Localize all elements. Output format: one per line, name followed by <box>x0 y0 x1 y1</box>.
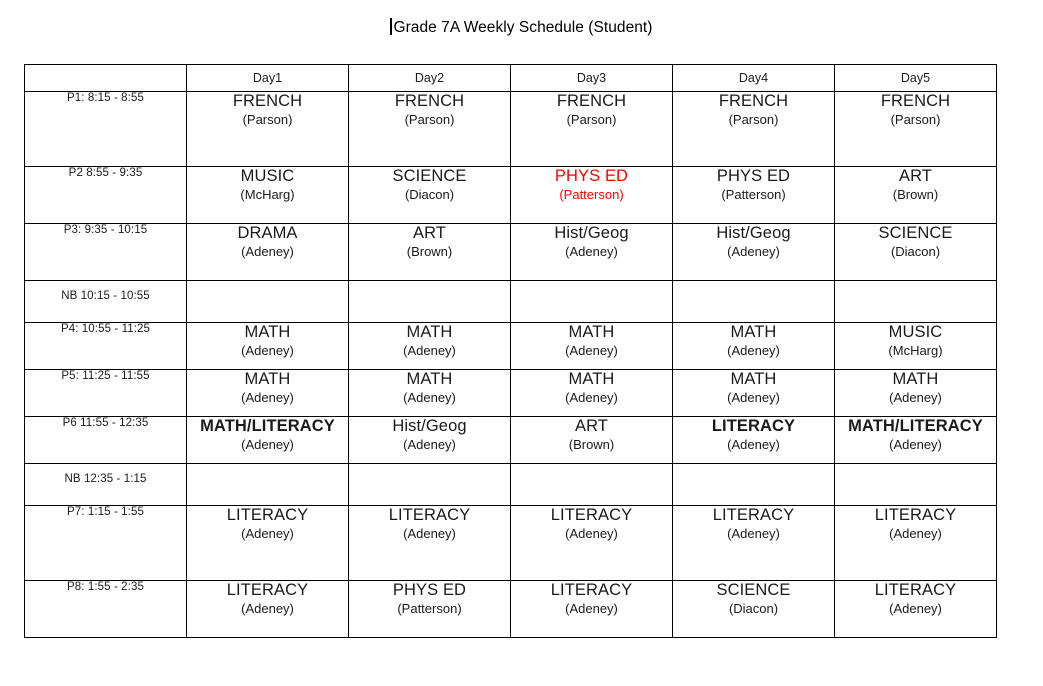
break-row <box>25 281 997 323</box>
cell-teacher: (Parson) <box>404 112 455 128</box>
schedule-cell[interactable] <box>835 370 997 417</box>
column-header-day-1: Day1 <box>187 65 349 92</box>
cell-subject: MATH <box>406 323 453 341</box>
schedule-cell[interactable] <box>511 581 673 638</box>
schedule-cell[interactable] <box>187 281 349 323</box>
cell-subject: Hist/Geog <box>716 224 791 242</box>
cell-subject: LITERACY <box>550 581 633 599</box>
cell-subject: ART <box>412 224 446 242</box>
cell-teacher: (Diacon) <box>890 244 941 260</box>
cell-subject: PHYS ED <box>392 581 467 599</box>
period-row <box>25 581 997 638</box>
cell-subject: LITERACY <box>712 506 795 524</box>
schedule-cell[interactable] <box>835 167 997 224</box>
cell-teacher: (Patterson) <box>721 187 786 203</box>
column-header-day-2: Day2 <box>349 65 511 92</box>
cell-teacher: (Adeney) <box>727 390 780 406</box>
schedule-cell[interactable] <box>673 224 835 281</box>
cell-teacher: (Patterson) <box>559 187 624 203</box>
period-time-label: NB 12:35 - 1:15 <box>25 464 187 506</box>
period-row <box>25 370 997 417</box>
document-title-bar <box>0 18 1043 44</box>
schedule-cell[interactable] <box>511 464 673 506</box>
schedule-cell[interactable] <box>673 281 835 323</box>
cell-subject: MATH <box>568 370 615 388</box>
cell-subject: MATH/LITERACY <box>200 417 335 435</box>
schedule-cell[interactable] <box>673 464 835 506</box>
cell-teacher: (Adeney) <box>241 526 294 542</box>
period-row <box>25 323 997 370</box>
cell-teacher: (Adeney) <box>565 244 618 260</box>
schedule-cell[interactable] <box>187 92 349 167</box>
cell-teacher: (Diacon) <box>404 187 455 203</box>
schedule-cell[interactable] <box>187 323 349 370</box>
cell-subject: MATH <box>892 370 939 388</box>
period-time-label: P3: 9:35 - 10:15 <box>25 224 187 281</box>
cell-subject: LITERACY <box>226 581 309 599</box>
cell-teacher: (Adeney) <box>241 244 294 260</box>
schedule-cell[interactable] <box>349 370 511 417</box>
column-header-day-4: Day4 <box>673 65 835 92</box>
cell-teacher: (Adeney) <box>403 526 456 542</box>
schedule-cell[interactable] <box>349 323 511 370</box>
cell-teacher: (Diacon) <box>728 601 779 617</box>
weekly-schedule-table <box>24 64 997 638</box>
schedule-cell[interactable] <box>187 224 349 281</box>
cell-subject: SCIENCE <box>878 224 953 242</box>
schedule-cell[interactable] <box>835 506 997 581</box>
cell-teacher: (Adeney) <box>565 526 618 542</box>
table-body <box>25 92 997 638</box>
schedule-cell[interactable] <box>835 323 997 370</box>
schedule-cell[interactable] <box>673 581 835 638</box>
period-row <box>25 92 997 167</box>
cell-teacher: (Adeney) <box>403 437 456 453</box>
cell-subject: DRAMA <box>237 224 298 242</box>
cell-teacher: (Adeney) <box>241 343 294 359</box>
cell-subject: LITERACY <box>388 506 471 524</box>
schedule-cell[interactable] <box>349 417 511 464</box>
cell-teacher: (Adeney) <box>565 601 618 617</box>
cell-subject: ART <box>898 167 932 185</box>
cell-subject: Hist/Geog <box>392 417 467 435</box>
schedule-cell[interactable] <box>187 581 349 638</box>
cell-teacher: (Adeney) <box>565 343 618 359</box>
schedule-cell[interactable] <box>349 224 511 281</box>
period-time-label: P6 11:55 - 12:35 <box>25 417 187 464</box>
cell-teacher: (Adeney) <box>727 343 780 359</box>
period-row <box>25 506 997 581</box>
period-row <box>25 167 997 224</box>
cell-teacher: (Adeney) <box>403 343 456 359</box>
schedule-cell[interactable] <box>511 281 673 323</box>
cell-teacher: (Adeney) <box>727 437 780 453</box>
page-title: Grade 7A Weekly Schedule (Student) <box>393 19 653 36</box>
cell-subject: MATH <box>568 323 615 341</box>
period-time-label: P5: 11:25 - 11:55 <box>25 370 187 417</box>
cell-subject: SCIENCE <box>716 581 791 599</box>
header-corner-cell <box>25 65 187 92</box>
cell-subject: ART <box>574 417 608 435</box>
cell-subject: MATH <box>406 370 453 388</box>
schedule-cell[interactable] <box>835 464 997 506</box>
column-header-day-3: Day3 <box>511 65 673 92</box>
cell-subject: MATH <box>730 370 777 388</box>
cell-teacher: (Adeney) <box>889 526 942 542</box>
cell-teacher: (Parson) <box>242 112 293 128</box>
period-time-label: NB 10:15 - 10:55 <box>25 281 187 323</box>
cell-subject: FRENCH <box>556 92 627 110</box>
cell-subject: FRENCH <box>880 92 951 110</box>
cell-subject: LITERACY <box>226 506 309 524</box>
schedule-cell[interactable] <box>187 167 349 224</box>
schedule-cell[interactable] <box>349 92 511 167</box>
cell-teacher: (Brown) <box>568 437 615 453</box>
period-time-label: P1: 8:15 - 8:55 <box>25 92 187 167</box>
schedule-cell[interactable] <box>835 581 997 638</box>
schedule-cell[interactable] <box>511 417 673 464</box>
schedule-cell[interactable] <box>673 506 835 581</box>
table-header <box>25 65 997 92</box>
title-with-caret[interactable] <box>390 18 652 37</box>
schedule-cell[interactable] <box>187 506 349 581</box>
schedule-cell[interactable] <box>511 370 673 417</box>
schedule-cell[interactable] <box>673 370 835 417</box>
cell-teacher: (Adeney) <box>727 526 780 542</box>
cell-subject: PHYS ED <box>554 167 629 185</box>
schedule-cell[interactable] <box>511 323 673 370</box>
cell-teacher: (Adeney) <box>889 601 942 617</box>
cell-teacher: (McHarg) <box>888 343 943 359</box>
cell-subject: MUSIC <box>888 323 943 341</box>
schedule-table-container <box>24 64 996 638</box>
cell-subject: PHYS ED <box>716 167 791 185</box>
cell-subject: Hist/Geog <box>554 224 629 242</box>
period-time-label: P8: 1:55 - 2:35 <box>25 581 187 638</box>
period-row <box>25 224 997 281</box>
break-row <box>25 464 997 506</box>
period-time-label: P4: 10:55 - 11:25 <box>25 323 187 370</box>
schedule-cell[interactable] <box>835 417 997 464</box>
cell-subject: FRENCH <box>394 92 465 110</box>
cell-subject: FRENCH <box>232 92 303 110</box>
cell-teacher: (Adeney) <box>241 390 294 406</box>
period-row <box>25 417 997 464</box>
schedule-cell[interactable] <box>349 464 511 506</box>
cell-teacher: (Adeney) <box>889 437 942 453</box>
header-row <box>25 65 997 92</box>
cell-subject: LITERACY <box>550 506 633 524</box>
cell-subject: FRENCH <box>718 92 789 110</box>
schedule-cell[interactable] <box>187 370 349 417</box>
schedule-cell[interactable] <box>349 506 511 581</box>
schedule-cell[interactable] <box>187 417 349 464</box>
cell-teacher: (Brown) <box>406 244 453 260</box>
cell-subject: MATH/LITERACY <box>848 417 983 435</box>
cell-teacher: (Parson) <box>890 112 941 128</box>
cell-teacher: (Parson) <box>728 112 779 128</box>
schedule-cell[interactable] <box>349 167 511 224</box>
schedule-cell[interactable] <box>673 323 835 370</box>
schedule-cell[interactable] <box>187 464 349 506</box>
schedule-cell[interactable] <box>673 417 835 464</box>
period-time-label: P7: 1:15 - 1:55 <box>25 506 187 581</box>
schedule-cell[interactable] <box>511 92 673 167</box>
cell-subject: MATH <box>244 370 291 388</box>
cell-teacher: (Adeney) <box>889 390 942 406</box>
cell-teacher: (Adeney) <box>241 437 294 453</box>
cell-teacher: (McHarg) <box>240 187 295 203</box>
cell-teacher: (Adeney) <box>727 244 780 260</box>
cell-subject: LITERACY <box>874 581 957 599</box>
schedule-cell[interactable] <box>511 167 673 224</box>
schedule-cell[interactable] <box>349 281 511 323</box>
cell-subject: SCIENCE <box>392 167 467 185</box>
schedule-cell[interactable] <box>673 92 835 167</box>
cell-subject: LITERACY <box>711 417 796 435</box>
schedule-cell[interactable] <box>349 581 511 638</box>
cell-teacher: (Patterson) <box>397 601 462 617</box>
cell-teacher: (Adeney) <box>565 390 618 406</box>
cell-teacher: (Parson) <box>566 112 617 128</box>
cell-teacher: (Brown) <box>892 187 939 203</box>
column-header-day-5: Day5 <box>835 65 997 92</box>
schedule-cell[interactable] <box>835 281 997 323</box>
cell-teacher: (Adeney) <box>241 601 294 617</box>
cell-subject: LITERACY <box>874 506 957 524</box>
cell-subject: MATH <box>730 323 777 341</box>
schedule-cell[interactable] <box>511 506 673 581</box>
cell-subject: MUSIC <box>240 167 295 185</box>
schedule-cell[interactable] <box>511 224 673 281</box>
period-time-label: P2 8:55 - 9:35 <box>25 167 187 224</box>
schedule-cell[interactable] <box>673 167 835 224</box>
schedule-cell[interactable] <box>835 92 997 167</box>
cell-teacher: (Adeney) <box>403 390 456 406</box>
schedule-cell[interactable] <box>835 224 997 281</box>
cell-subject: MATH <box>244 323 291 341</box>
